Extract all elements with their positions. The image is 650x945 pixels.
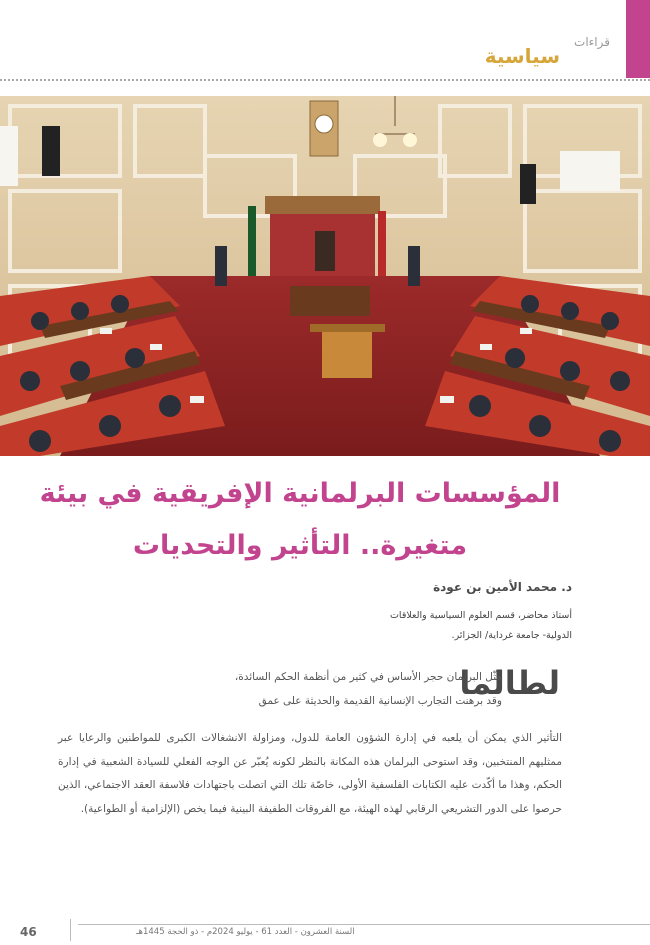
header-kicker: قراءات — [574, 35, 610, 49]
article-title-line-2: متغيرة.. التأثير والتحديات — [132, 530, 468, 561]
body-paragraph: التأثير الذي يمكن أن يلعبه في إدارة الشؤون العامة للدول، ومزاولة الانشغالات الكبرى للمواطنين والرعايا عبر ممثليهم المنتخبين، وقد استوحى البرلمان هذه المكانة بالنظر لكونه يُعبّر عن الوجه الفعلي للسيادة الشعبية في إدارة الحكم، وهذا ما أكّدت عليه الكتابات الفلسفية الأولى، خاصّة تلك التي اتصلت باجتهادات فلاسفة العقد الاجتماعي، الذين حرصوا على الدور التشريعي الرقابي لهذه الهيئة، مع الفروقات الطفيفة البينية فيما يخص (الإلزامية أو الطواعية). — [58, 732, 562, 815]
body-intro-line-1: مثّل البرلمان حجر الأساس في كثير من أنظمة الحكم السائدة، — [234, 671, 502, 683]
affiliation-line-2: الدولية- جامعة غرداية/ الجزائر. — [451, 630, 572, 641]
footer-vertical-divider — [70, 919, 71, 941]
body-dropcap: لطالما — [459, 664, 560, 702]
header-dotted-divider — [0, 79, 650, 81]
author-affiliation — [272, 606, 572, 646]
parliament-chamber-photo — [0, 96, 650, 456]
affiliation-line-1: أستاذ محاضر، قسم العلوم السياسية والعلاقات — [389, 610, 572, 621]
footer-issue-info: السنة العشرون - العدد 61 - يوليو 2024م - ذو الحجة 1445هـ — [136, 927, 355, 937]
body-text — [58, 727, 562, 821]
page-number: 46 — [20, 925, 37, 939]
article-title — [20, 468, 580, 572]
footer-divider — [78, 924, 650, 925]
article-title-line-1: المؤسسات البرلمانية الإفريقية في بيئة — [39, 478, 561, 509]
body-intro — [58, 666, 502, 713]
header-accent-tab — [626, 0, 650, 78]
body-intro-line-2: وقد برهنت التجارب الإنسانية القديمة والحديثة على عمق — [258, 694, 502, 707]
header-section-title: سياسية — [484, 44, 560, 68]
author-name: د. محمد الأمين بن عودة — [433, 580, 572, 594]
